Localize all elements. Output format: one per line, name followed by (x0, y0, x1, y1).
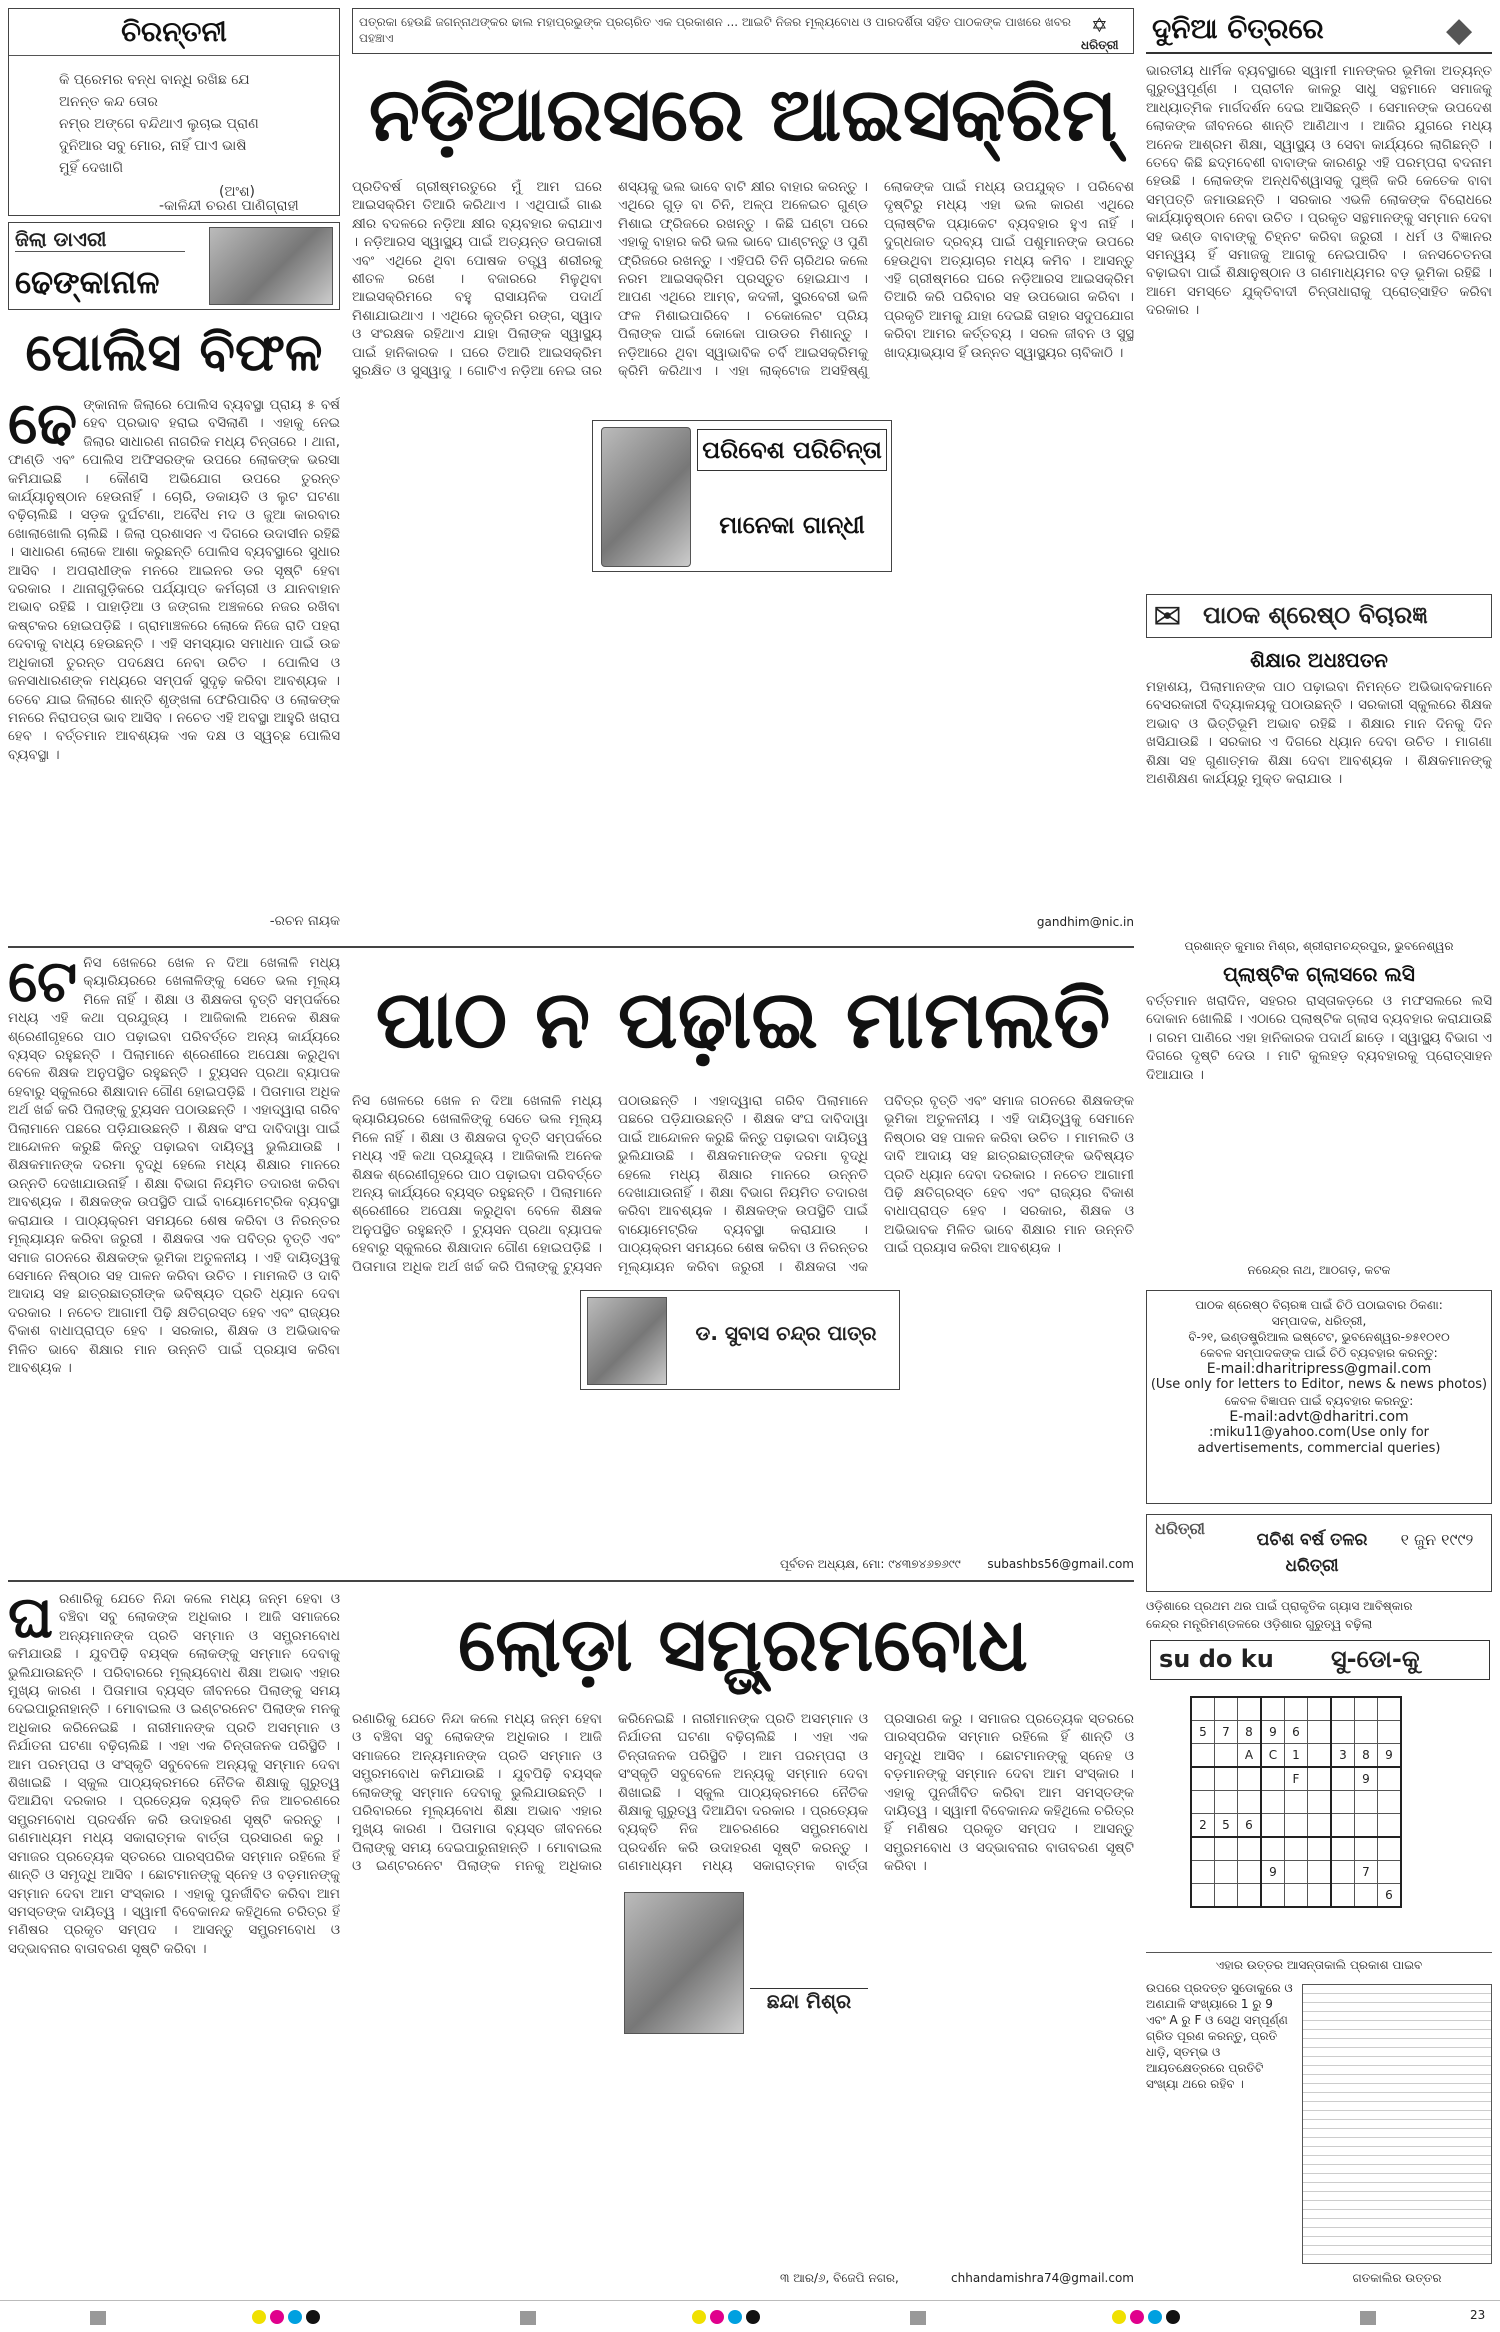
sudoku-cell[interactable] (1191, 1791, 1215, 1814)
sudoku-cell[interactable] (1261, 1837, 1285, 1861)
sudoku-row (1191, 1791, 1401, 1814)
district-name: ଢେଙ୍କାନାଳ (15, 263, 160, 301)
district-photo (209, 227, 333, 305)
article4-author-photo (624, 1892, 744, 2034)
column-box (592, 420, 892, 572)
sudoku-cell[interactable]: 6 (1238, 1814, 1262, 1838)
sudoku-cell[interactable] (1238, 1767, 1262, 1791)
poem-line: ମୁହିଁ ଦେଖାଗି (59, 160, 124, 176)
sudoku-cell[interactable]: 8 (1238, 1721, 1262, 1744)
contact-email3[interactable]: :miku11@yahoo.com(Use only for (1208, 1425, 1430, 1440)
sudoku-cell[interactable] (1215, 1884, 1238, 1908)
poem-author: -କାଳିନ୍ଦୀ ଚରଣ ପାଣିଗ୍ରାହୀ (159, 198, 299, 214)
sudoku-cell[interactable] (1355, 1884, 1378, 1908)
print-marks (0, 2300, 1500, 2330)
sudoku-cell[interactable] (1378, 1767, 1402, 1791)
sudoku-row (1191, 1884, 1401, 1908)
sudoku-cell[interactable] (1285, 1814, 1308, 1838)
sudoku-cell[interactable]: 7 (1355, 1861, 1378, 1884)
sudoku-answer-label: ଗତକାଲିର ଉତ୍ତର (1352, 2271, 1442, 2285)
top-strip-text: ପତ୍ରକା ହେଉଛି ଜଗନ୍ନାଥଙ୍କର ଢାଲ ମହାପ୍ରଭୁଙ୍କ ପ୍ରଚାରିତ ଏକ ପ୍ରକାଶନ ... ଆଇଟି ନିଜର ମୂଲ୍ୟବୋଧ ଓ ପାରଦର୍ଶିତା ସହିତ ପାଠକଙ୍କ ପାଖରେ ଖବର ପହଞ୍ଚାଏ (359, 15, 1071, 45)
sudoku-cell[interactable] (1308, 1697, 1332, 1721)
sudoku-title (1150, 1640, 1490, 1680)
poem-note: (ଅଂଶ) (219, 184, 255, 200)
sudoku-cell[interactable] (1308, 1791, 1332, 1814)
article2-headline: ନଡ଼ିଆରସରେ ଆଇସକ୍ରିମ୍ (368, 72, 1118, 158)
sudoku-cell[interactable]: 1 (1285, 1744, 1308, 1768)
sudoku-solution (1302, 1984, 1492, 2264)
article4-left-col (8, 1590, 340, 2280)
letter1-title: ଶିକ୍ଷାର ଅଧଃପତନ (1250, 648, 1388, 672)
sudoku-table[interactable] (1190, 1696, 1402, 1908)
letter2-sign: ନରେନ୍ଦ୍ର ନାଥ, ଆଠଗଡ଼, କଟକ (1247, 1263, 1391, 1277)
contact-box (1146, 1290, 1492, 1504)
sudoku-cell[interactable] (1355, 1791, 1378, 1814)
sudoku-cell[interactable] (1331, 1791, 1355, 1814)
sudoku-cell[interactable] (1261, 1884, 1285, 1908)
contact-line2: ସମ୍ପାଦକ, ଧରିତ୍ରୀ, (1271, 1314, 1367, 1328)
article4-body: ରଣାରିକୁ ଯେତେ ନିନ୍ଦା କଲେ ମଧ୍ୟ ଜନ୍ମ ହେବା ଓ ବଞ୍ଚିବା ସବୁ ଲୋକଙ୍କ ଅଧିକାର । ଆଜି ସମାଜରେ ଅନ୍ୟମାନଙ୍କ ପ୍ରତି ସମ୍ମାନ ଓ ସମ୍ଭ୍ରମବୋଧ କମିଯାଉଛି । ଯୁବପିଢ଼ି ବୟସ୍କ ଲୋକଙ୍କୁ ସମ୍ମାନ ଦେବାକୁ ଭୁଲିଯାଉଛନ୍ତି । ପରିବାରରେ ମୂଲ୍ୟବୋଧ ଶିକ୍ଷା ଅଭାବ ଏହାର ମୁଖ୍ୟ କାରଣ । ପିତାମାତା ବ୍ୟସ୍ତ ଜୀବନରେ ପିଲାଙ୍କୁ ସମୟ ଦେଇପାରୁନାହାନ୍ତି । ମୋବାଇଲ ଓ ଇଣ୍ଟରନେଟ ପିଲାଙ୍କ ମନକୁ ଅଧିକାର କରିନେଇଛି । ନାରୀମାନଙ୍କ ପ୍ରତି ଅସମ୍ମାନ ଓ ନିର୍ଯାତନା ଘଟଣା ବଢ଼ିଚାଲିଛି । ଏହା ଏକ ଚିନ୍ତାଜନକ ପରିସ୍ଥିତି । ଆମ ପରମ୍ପରା ଓ ସଂସ୍କୃତି ସବୁବେଳେ ଅନ୍ୟକୁ ସମ୍ମାନ ଦେବା ଶିଖାଇଛି । ସ୍କୁଲ ପାଠ୍ୟକ୍ରମରେ ନୈତିକ ଶିକ୍ଷାକୁ ଗୁରୁତ୍ୱ ଦିଆଯିବା ଦରକାର । ପ୍ରତ୍ୟେକ ବ୍ୟକ୍ତି ନିଜ ଆଚରଣରେ ସମ୍ଭ୍ରମବୋଧ ପ୍ରଦର୍ଶନ କରି ଉଦାହରଣ ସୃଷ୍ଟି କରନ୍ତୁ । ଗଣମାଧ୍ୟମ ମଧ୍ୟ ସକାରାତ୍ମକ ବାର୍ତ୍ତା ପ୍ରସାରଣ କରୁ । ସମାଜର ପ୍ରତ୍ୟେକ ସ୍ତରରେ ପାରସ୍ପରିକ ସମ୍ମାନ ରହିଲେ ହିଁ ଶାନ୍ତି ଓ ସମୃଦ୍ଧି ଆସିବ । ଛୋଟମାନଙ୍କୁ ସ୍ନେହ ଓ ବଡ଼ମାନଙ୍କୁ ସମ୍ମାନ ଦେବା ଆମ ସଂସ୍କାର । ଏହାକୁ ପୁନର୍ଜୀବିତ କରିବା ଆମ ସମସ୍ତଙ୍କ ଦାୟିତ୍ୱ । ସ୍ୱାମୀ ବିବେକାନନ୍ଦ କହିଥିଲେ ଚରିତ୍ର ହିଁ ମଣିଷର ପ୍ରକୃତ ସମ୍ପଦ । ଆସନ୍ତୁ ସମ୍ଭ୍ରମବୋଧ ଓ ସଦ୍ଭାବନାର ବାତାବରଣ ସୃଷ୍ଟି କରିବା । (8, 1591, 340, 1957)
sudoku-cell[interactable] (1308, 1744, 1332, 1768)
article3-body: ନିସ ଖେଳରେ ଖେଳ ନ ଦିଆ ଖେଳାଳି ମଧ୍ୟ କ୍ୟାରିୟରରେ ଖେଳାଳିଙ୍କୁ ସେତେ ଭଲ ମୂଲ୍ୟ ମିଳେ ନାହିଁ । ଶିକ୍ଷା ଓ ଶିକ୍ଷକତା ବୃତ୍ତି ସମ୍ପର୍କରେ ମଧ୍ୟ ଏହି କଥା ପ୍ରଯୁଜ୍ୟ । ଆଜିକାଲି ଅନେକ ଶିକ୍ଷକ ଶ୍ରେଣୀଗୃହରେ ପାଠ ପଢ଼ାଇବା ପରିବର୍ତ୍ତେ ଅନ୍ୟ କାର୍ଯ୍ୟରେ ବ୍ୟସ୍ତ ରହୁଛନ୍ତି । ପିଲାମାନେ ଶ୍ରେଣୀରେ ଅପେକ୍ଷା କରୁଥିବା ବେଳେ ଶିକ୍ଷକ ଅନୁପସ୍ଥିତ ରହୁଛନ୍ତି । ଟ୍ୟୁସନ ପ୍ରଥା ବ୍ୟାପକ ହେବାରୁ ସ୍କୁଲରେ ଶିକ୍ଷାଦାନ ଗୌଣ ହୋଇପଡ଼ିଛି । ପିତାମାତା ଅଧିକ ଅର୍ଥ ଖର୍ଚ୍ଚ କରି ପିଲାଙ୍କୁ ଟ୍ୟୁସନ ପଠାଉଛନ୍ତି । ଏହାଦ୍ୱାରା ଗରିବ ପିଲାମାନେ ପଛରେ ପଡ଼ିଯାଉଛନ୍ତି । ଶିକ୍ଷକ ସଂଘ ଦାବିଦାୱା ପାଇଁ ଆନ୍ଦୋଳନ କରୁଛି କିନ୍ତୁ ପଢ଼ାଇବା ଦାୟିତ୍ୱ ଭୁଲିଯାଉଛି । ଶିକ୍ଷକମାନଙ୍କ ଦରମା ବୃଦ୍ଧି ହେଲେ ମଧ୍ୟ ଶିକ୍ଷାର ମାନରେ ଉନ୍ନତି ଦେଖାଯାଉନାହିଁ । ଶିକ୍ଷା ବିଭାଗ ନିୟମିତ ତଦାରଖ କରିବା ଆବଶ୍ୟକ । ଶିକ୍ଷକଙ୍କ ଉପସ୍ଥିତି ପାଇଁ ବାୟୋମେଟ୍ରିକ ବ୍ୟବସ୍ଥା କରାଯାଉ । ପାଠ୍ୟକ୍ରମ ସମୟରେ ଶେଷ କରିବା ଓ ନିରନ୍ତର ମୂଲ୍ୟାୟନ କରିବା ଜରୁରୀ । ଶିକ୍ଷକତା ଏକ ପବିତ୍ର ବୃତ୍ତି ଏବଂ ସମାଜ ଗଠନରେ ଶିକ୍ଷକଙ୍କ ଭୂମିକା ଅତୁଳନୀୟ । ଏହି ଦାୟିତ୍ୱକୁ ସେମାନେ ନିଷ୍ଠାର ସହ ପାଳନ କରିବା ଉଚିତ । ମାମଲତି ଓ ଦାବି ଆଦାୟ ସହ ଛାତ୍ରଛାତ୍ରୀଙ୍କ ଭବିଷ୍ୟତ ପ୍ରତି ଧ୍ୟାନ ଦେବା ଦରକାର । ନଚେତ ଆଗାମୀ ପିଢ଼ି କ୍ଷତିଗ୍ରସ୍ତ ହେବ ଏବଂ ରାଜ୍ୟର ବିକାଶ ବାଧାପ୍ରାପ୍ତ ହେବ । ସରକାର, ଶିକ୍ଷକ ଓ ଅଭିଭାବକ ମିଳିତ ଭାବେ ଶିକ୍ଷାର ମାନ ଉନ୍ନତି ପାଇଁ ପ୍ରୟାସ କରିବା ଆବଶ୍ୟକ । (8, 955, 340, 1376)
article3-text: ନିସ ଖେଳରେ ଖେଳ ନ ଦିଆ ଖେଳାଳି ମଧ୍ୟ କ୍ୟାରିୟରରେ ଖେଳାଳିଙ୍କୁ ସେତେ ଭଲ ମୂଲ୍ୟ ମିଳେ ନାହିଁ । ଶିକ୍ଷା ଓ ଶିକ୍ଷକତା ବୃତ୍ତି ସମ୍ପର୍କରେ ମଧ୍ୟ ଏହି କଥା ପ୍ରଯୁଜ୍ୟ । ଆଜିକାଲି ଅନେକ ଶିକ୍ଷକ ଶ୍ରେଣୀଗୃହରେ ପାଠ ପଢ଼ାଇବା ପରିବର୍ତ୍ତେ ଅନ୍ୟ କାର୍ଯ୍ୟରେ ବ୍ୟସ୍ତ ରହୁଛନ୍ତି । ପିଲାମାନେ ଶ୍ରେଣୀରେ ଅପେକ୍ଷା କରୁଥିବା ବେଳେ ଶିକ୍ଷକ ଅନୁପସ୍ଥିତ ରହୁଛନ୍ତି । ଟ୍ୟୁସନ ପ୍ରଥା ବ୍ୟାପକ ହେବାରୁ ସ୍କୁଲରେ ଶିକ୍ଷାଦାନ ଗୌଣ ହୋଇପଡ଼ିଛି । ପିତାମାତା ଅଧିକ ଅର୍ଥ ଖର୍ଚ୍ଚ କରି ପିଲାଙ୍କୁ ଟ୍ୟୁସନ ପଠାଉଛନ୍ତି । ଏହାଦ୍ୱାରା ଗରିବ ପିଲାମାନେ ପଛରେ ପଡ଼ିଯାଉଛନ୍ତି । ଶିକ୍ଷକ ସଂଘ ଦାବିଦାୱା ପାଇଁ ଆନ୍ଦୋଳନ କରୁଛି କିନ୍ତୁ ପଢ଼ାଇବା ଦାୟିତ୍ୱ ଭୁଲିଯାଉଛି । ଶିକ୍ଷକମାନଙ୍କ ଦରମା ବୃଦ୍ଧି ହେଲେ ମଧ୍ୟ ଶିକ୍ଷାର ମାନରେ ଉନ୍ନତି ଦେଖାଯାଉନାହିଁ । ଶିକ୍ଷା ବିଭାଗ ନିୟମିତ ତଦାରଖ କରିବା ଆବଶ୍ୟକ । ଶିକ୍ଷକଙ୍କ ଉପସ୍ଥିତି ପାଇଁ ବାୟୋମେଟ୍ରିକ ବ୍ୟବସ୍ଥା କରାଯାଉ । ପାଠ୍ୟକ୍ରମ ସମୟରେ ଶେଷ କରିବା ଓ ନିରନ୍ତର ମୂଲ୍ୟାୟନ କରିବା ଜରୁରୀ । ଶିକ୍ଷକତା ଏକ ପବିତ୍ର ବୃତ୍ତି ଏବଂ ସମାଜ ଗଠନରେ ଶିକ୍ଷକଙ୍କ ଭୂମିକା ଅତୁଳନୀୟ । ଏହି ଦାୟିତ୍ୱକୁ ସେମାନେ ନିଷ୍ଠାର ସହ ପାଳନ କରିବା ଉଚିତ । ମାମଲତି ଓ ଦାବି ଆଦାୟ ସହ ଛାତ୍ରଛାତ୍ରୀଙ୍କ ଭବିଷ୍ୟତ ପ୍ରତି ଧ୍ୟାନ ଦେବା ଦରକାର । ନଚେତ ଆଗାମୀ ପିଢ଼ି କ୍ଷତିଗ୍ରସ୍ତ ହେବ ଏବଂ ରାଜ୍ୟର ବିକାଶ ବାଧାପ୍ରାପ୍ତ ହେବ । ସରକାର, ଶିକ୍ଷକ ଓ ଅଭିଭାବକ ମିଳିତ ଭାବେ ଶିକ୍ଷାର ମାନ ଉନ୍ନତି ପାଇଁ ପ୍ରୟାସ କରିବା ଆବଶ୍ୟକ । (352, 1093, 1134, 1275)
sudoku-cell[interactable] (1215, 1837, 1238, 1861)
article4-author: ଛନ୍ଦା ମିଶ୍ର (750, 1988, 868, 2013)
sudoku-cell[interactable] (1215, 1861, 1238, 1884)
sudoku-cell[interactable] (1331, 1767, 1355, 1791)
sudoku-cell[interactable]: 2 (1191, 1814, 1215, 1838)
sudoku-cell[interactable] (1308, 1767, 1332, 1791)
sudoku-cell[interactable] (1261, 1697, 1285, 1721)
sudoku-cell[interactable] (1238, 1791, 1262, 1814)
article3-author-box (580, 1290, 900, 1390)
author-photo (601, 427, 691, 567)
sudoku-cell[interactable] (1191, 1767, 1215, 1791)
sudoku-cell[interactable]: 5 (1191, 1721, 1215, 1744)
sudoku-cell[interactable] (1378, 1837, 1402, 1861)
sudoku-cell[interactable] (1355, 1721, 1378, 1744)
sudoku-cell[interactable] (1308, 1814, 1332, 1838)
sudoku-instructions: ଉପରେ ପ୍ରଦତ୍ତ ସୁଡୋକୁରେ ଓ ଅଣଯାଳି ସଂଖ୍ୟାରେ 1 ରୁ 9 ଏବଂ A ରୁ F ଓ ସେଥି ସମ୍ପୂର୍ଣ୍ଣ ଗ୍ରିଡ ପୂରଣ କରନ୍ତୁ, ପ୍ରତି ଧାଡ଼ି, ସ୍ତମ୍ଭ ଓ ଆୟତକ୍ଷେତ୍ରରେ ପ୍ରତିଟି ସଂଖ୍ୟା ଥରେ ରହିବ । (1146, 1981, 1293, 2091)
sudoku-cell[interactable] (1215, 1791, 1238, 1814)
contact-note2: advertisements, commercial queries) (1197, 1441, 1441, 1456)
article1-body-wrap (8, 396, 340, 908)
gray-block (1360, 2311, 1376, 2325)
letter2-body: ବର୍ତ୍ତମାନ ଖରାଦିନ, ସହରର ରାସ୍ତାକଡ଼ରେ ଓ ମଫସଲରେ ଲସି ଦୋକାନ ଖୋଲିଛି । ଏଠାରେ ପ୍ଲାଷ୍ଟିକ ଗ୍ଲାସ ବ୍ୟବହାର କରାଯାଉଛି । ଗରମ ପାଣିରେ ଏହା ହାନିକାରକ ପଦାର୍ଥ ଛାଡ଼େ । ସ୍ୱାସ୍ଥ୍ୟ ବିଭାଗ ଏ ଦିଗରେ ଦୃଷ୍ଟି ଦେଉ । ମାଟି କୁଲହଡ଼ ବ୍ୟବହାରକୁ ପ୍ରୋତ୍ସାହନ ଦିଆଯାଉ । (1146, 993, 1492, 1083)
contact-line4: କେବଳ ସମ୍ପାଦକଙ୍କ ପାଇଁ ଚିଠି ବ୍ୟବହାର କରନ୍ତୁ: (1200, 1346, 1438, 1360)
contact-email2[interactable]: E-mail:advt@dharitri.com (1229, 1409, 1409, 1425)
sudoku-cell[interactable]: 9 (1261, 1861, 1285, 1884)
article4-text: ରଣାରିକୁ ଯେତେ ନିନ୍ଦା କଲେ ମଧ୍ୟ ଜନ୍ମ ହେବା ଓ ବଞ୍ଚିବା ସବୁ ଲୋକଙ୍କ ଅଧିକାର । ଆଜି ସମାଜରେ ଅନ୍ୟମାନଙ୍କ ପ୍ରତି ସମ୍ମାନ ଓ ସମ୍ଭ୍ରମବୋଧ କମିଯାଉଛି । ଯୁବପିଢ଼ି ବୟସ୍କ ଲୋକଙ୍କୁ ସମ୍ମାନ ଦେବାକୁ ଭୁଲିଯାଉଛନ୍ତି । ପରିବାରରେ ମୂଲ୍ୟବୋଧ ଶିକ୍ଷା ଅଭାବ ଏହାର ମୁଖ୍ୟ କାରଣ । ପିତାମାତା ବ୍ୟସ୍ତ ଜୀବନରେ ପିଲାଙ୍କୁ ସମୟ ଦେଇପାରୁନାହାନ୍ତି । ମୋବାଇଲ ଓ ଇଣ୍ଟରନେଟ ପିଲାଙ୍କ ମନକୁ ଅଧିକାର କରିନେଇଛି । ନାରୀମାନଙ୍କ ପ୍ରତି ଅସମ୍ମାନ ଓ ନିର୍ଯାତନା ଘଟଣା ବଢ଼ିଚାଲିଛି । ଏହା ଏକ ଚିନ୍ତାଜନକ ପରିସ୍ଥିତି । ଆମ ପରମ୍ପରା ଓ ସଂସ୍କୃତି ସବୁବେଳେ ଅନ୍ୟକୁ ସମ୍ମାନ ଦେବା ଶିଖାଇଛି । ସ୍କୁଲ ପାଠ୍ୟକ୍ରମରେ ନୈତିକ ଶିକ୍ଷାକୁ ଗୁରୁତ୍ୱ ଦିଆଯିବା ଦରକାର । ପ୍ରତ୍ୟେକ ବ୍ୟକ୍ତି ନିଜ ଆଚରଣରେ ସମ୍ଭ୍ରମବୋଧ ପ୍ରଦର୍ଶନ କରି ଉଦାହରଣ ସୃଷ୍ଟି କରନ୍ତୁ । ଗଣମାଧ୍ୟମ ମଧ୍ୟ ସକାରାତ୍ମକ ବାର୍ତ୍ତା ପ୍ରସାରଣ କରୁ । ସମାଜର ପ୍ରତ୍ୟେକ ସ୍ତରରେ ପାରସ୍ପରିକ ସମ୍ମାନ ରହିଲେ ହିଁ ଶାନ୍ତି ଓ ସମୃଦ୍ଧି ଆସିବ । ଛୋଟମାନଙ୍କୁ ସ୍ନେହ ଓ ବଡ଼ମାନଙ୍କୁ ସମ୍ମାନ ଦେବା ଆମ ସଂସ୍କାର । ଏହାକୁ ପୁନର୍ଜୀବିତ କରିବା ଆମ ସମସ୍ତଙ୍କ ଦାୟିତ୍ୱ । ସ୍ୱାମୀ ବିବେକାନନ୍ଦ କହିଥିଲେ ଚରିତ୍ର ହିଁ ମଣିଷର ପ୍ରକୃତ ସମ୍ପଦ । ଆସନ୍ତୁ ସମ୍ଭ୍ରମବୋଧ ଓ ସଦ୍ଭାବନାର ବାତାବରଣ ସୃଷ୍ଟି କରିବା । (352, 1711, 1134, 1875)
color-registration (690, 2309, 762, 2328)
sudoku-cell[interactable] (1191, 1861, 1215, 1884)
article3-email[interactable]: subashbs56@gmail.com (987, 1557, 1134, 1571)
sudoku-cell[interactable] (1285, 1884, 1308, 1908)
sudoku-row (1191, 1837, 1401, 1861)
archive-box (1146, 1514, 1492, 1592)
sudoku-cell[interactable]: 9 (1355, 1767, 1378, 1791)
sudoku-cell[interactable] (1238, 1697, 1262, 1721)
sudoku-cell[interactable] (1215, 1744, 1238, 1768)
article2-author: ମାନେକା ଗାନ୍ଧୀ (719, 511, 865, 539)
readers-header (1146, 594, 1492, 638)
article3-left-col (8, 954, 340, 1566)
archive-date: ୧ ଜୁନ ୧୯୯୨ (1400, 1530, 1474, 1549)
district-diary (8, 222, 340, 310)
poem-line: ଦୁନିଆର ସବୁ ମୋର, ନାହିଁ ପାଏ ଭାଷି (59, 138, 247, 154)
sudoku-row (1191, 1697, 1401, 1721)
sudoku-cell[interactable] (1215, 1697, 1238, 1721)
gray-block (520, 2311, 536, 2325)
sudoku-cell[interactable] (1285, 1837, 1308, 1861)
gray-block (910, 2311, 926, 2325)
column-title: ପରିବେଶ ପରିଚିନ୍ତା (697, 429, 887, 471)
contact-email1[interactable]: E-mail:dharitripress@gmail.com (1206, 1361, 1432, 1377)
section-divider (8, 946, 1134, 948)
sudoku-cell[interactable]: 8 (1355, 1744, 1378, 1768)
sudoku-cell[interactable] (1261, 1791, 1285, 1814)
sudoku-row (1191, 1767, 1401, 1791)
sudoku-cell[interactable] (1308, 1884, 1332, 1908)
article4-address: ୩ ଆର/୬, ବିଜେପି ନଗର, (780, 2271, 899, 2285)
archive-item2: କେନ୍ଦ୍ର ମନ୍ତ୍ରିମଣ୍ଡଳରେ ଓଡ଼ିଶାର ଗୁରୁତ୍ୱ ବଢ଼ିଲା (1146, 1617, 1373, 1631)
sudoku-cell[interactable] (1238, 1884, 1262, 1908)
sudoku-cell[interactable] (1308, 1861, 1332, 1884)
sudoku-cell[interactable] (1191, 1744, 1215, 1768)
world-title: ଦୁନିଆ ଚିତ୍ରରେ (1152, 12, 1324, 45)
sudoku-cell[interactable] (1355, 1837, 1378, 1861)
article3-dropcap: ଟେ (8, 954, 78, 1015)
sudoku-cell[interactable] (1355, 1814, 1378, 1838)
sudoku-cell[interactable] (1378, 1721, 1402, 1744)
sudoku-cell[interactable]: 9 (1378, 1744, 1402, 1768)
article1-body: ଙ୍କାନାଳ ଜିଲାରେ ପୋଲିସ ବ୍ୟବସ୍ଥା ପ୍ରାୟ ୫ ବର୍ଷ ହେବ ପ୍ରଭାବ ହରାଇ ବସିଲାଣି । ଏହାକୁ ନେଇ ଜିଲାର ସାଧାରଣ ନାଗରିକ ମଧ୍ୟ ଚିନ୍ତାରେ । ଥାନା, ଫାଣ୍ଡି ଏବଂ ପୋଲିସ ଅଫିସରଙ୍କ ଉପରେ ଲୋକଙ୍କ ଭରସା କମିଯାଇଛି । କୌଣସି ଅଭିଯୋଗ ଉପରେ ତୁରନ୍ତ କାର୍ଯ୍ୟାନୁଷ୍ଠାନ ହେଉନାହିଁ । ଚୋରି, ଡକାୟତି ଓ ଲୁଟ ଘଟଣା ବଢ଼ିଚାଲିଛି । ସଡ଼କ ଦୁର୍ଘଟଣା, ଅବୈଧ ମଦ ଓ ଜୁଆ କାରବାର ଖୋଲାଖୋଲି ଚାଲିଛି । ଜିଲା ପ୍ରଶାସନ ଏ ଦିଗରେ ଉଦାସୀନ ରହିଛି । ସାଧାରଣ ଲୋକେ ଆଶା କରୁଛନ୍ତି ପୋଲିସ ବ୍ୟବସ୍ଥାରେ ସୁଧାର ଆସିବ । ଅପରାଧୀଙ୍କ ମନରେ ଆଇନର ଡର ସୃଷ୍ଟି ହେବା ଦରକାର । ଥାନାଗୁଡ଼ିକରେ ପର୍ଯ୍ୟାପ୍ତ କର୍ମଚାରୀ ଓ ଯାନବାହାନ ଅଭାବ ରହିଛି । ପାହାଡ଼ିଆ ଓ ଜଙ୍ଗଲ ଅଞ୍ଚଳରେ ନଜର ରଖିବା କଷ୍ଟକର ହୋଇପଡ଼ିଛି । ଗ୍ରାମାଞ୍ଚଳରେ ଲୋକେ ନିଜେ ରାତି ପହରା ଦେବାକୁ ବାଧ୍ୟ ହେଉଛନ୍ତି । ଏହି ସମସ୍ୟାର ସମାଧାନ ପାଇଁ ଉଚ୍ଚ ଅଧିକାରୀ ତୁରନ୍ତ ପଦକ୍ଷେପ ନେବା ଉଚିତ । ପୋଲିସ ଓ ଜନସାଧାରଣଙ୍କ ମଧ୍ୟରେ ସମ୍ପର୍କ ସୁଦୃଢ଼ କରିବା ଆବଶ୍ୟକ । ତେବେ ଯାଇ ଜିଲାରେ ଶାନ୍ତି ଶୃଙ୍ଖଳା ଫେରିପାରିବ ଓ ଲୋକଙ୍କ ମନରେ ନିରାପତ୍ତା ଭାବ ଆସିବ । ନଚେତ ଏହି ଅବସ୍ଥା ଆହୁରି ଖରାପ ହେବ । ବର୍ତ୍ତମାନ ଆବଶ୍ୟକ ଏକ ଦକ୍ଷ ଓ ସ୍ୱଚ୍ଛ ପୋଲିସ ବ୍ୟବସ୍ଥା । (8, 397, 340, 763)
contact-line1: ପାଠକ ଶ୍ରେଷ୍ଠ ବିଚାରଜ୍ଞ ପାଇଁ ଚିଠି ପଠାଇବାର ଠିକଣା: (1195, 1298, 1443, 1312)
article3-author: ଡ. ସୁବାସ ଚନ୍ଦ୍ର ପାତ୍ର (695, 1321, 877, 1345)
page-number: 23 (1470, 2308, 1486, 2322)
article4-author-box (620, 1888, 870, 2038)
sudoku-cell[interactable] (1331, 1884, 1355, 1908)
sudoku-row (1191, 1744, 1401, 1768)
sudoku-title-or: ସୁ-ଡୋ-କୁ (1331, 1645, 1420, 1673)
article1-headline: ପୋଲିସ ବିଫଳ (25, 323, 323, 383)
sudoku-title-en: su do ku (1159, 1645, 1274, 1673)
article1-dropcap: ଢେ (8, 396, 78, 457)
sudoku-cell[interactable] (1308, 1721, 1332, 1744)
readers-title: ପାଠକ ଶ୍ରେଷ୍ଠ ବିଚାରଜ୍ଞ (1203, 601, 1428, 629)
sudoku-cell[interactable] (1378, 1697, 1402, 1721)
color-registration (250, 2309, 322, 2328)
poem-line: କି ପ୍ରେମର ବନ୍ଧ ବାନ୍ଧି ରଖିଛ ଯେ (59, 72, 250, 88)
archive-logo: ଧରିତ୍ରୀ (1155, 1519, 1205, 1538)
sudoku-cell[interactable] (1215, 1767, 1238, 1791)
article2-text: ପ୍ରତିବର୍ଷ ଗ୍ରୀଷ୍ମରତୁରେ ମୁଁ ଆମ ଘରେ ଆଇସକ୍ରିମ ତିଆରି କରିଥାଏ । ଏଥିପାଇଁ ଗାଈ କ୍ଷୀର ବଦଳରେ ନଡ଼ିଆ କ୍ଷୀର ବ୍ୟବହାର କରାଯାଏ । ନଡ଼ିଆରସ ସ୍ୱାସ୍ଥ୍ୟ ପାଇଁ ଅତ୍ୟନ୍ତ ଉପକାରୀ ଏବଂ ଏଥିରେ ଥିବା ପୋଷକ ତତ୍ତ୍ୱ ଶରୀରକୁ ଶୀତଳ ରଖେ । ବଜାରରେ ମିଳୁଥିବା ଆଇସକ୍ରିମରେ ବହୁ ରାସାୟନିକ ପଦାର୍ଥ ମିଶାଯାଇଥାଏ । ଏଥିରେ କୃତ୍ରିମ ରଙ୍ଗ, ସ୍ୱାଦ ଓ ସଂରକ୍ଷକ ରହିଥାଏ ଯାହା ପିଲାଙ୍କ ସ୍ୱାସ୍ଥ୍ୟ ପାଇଁ ହାନିକାରକ । ଘରେ ତିଆରି ଆଇସକ୍ରିମ ସୁରକ୍ଷିତ ଓ ସୁସ୍ୱାଦୁ । ଗୋଟିଏ ନଡ଼ିଆ ନେଇ ତାର ଶସ୍ୟକୁ ଭଲ ଭାବେ ବାଟି କ୍ଷୀର ବାହାର କରନ୍ତୁ । ଏଥିରେ ଗୁଡ଼ ବା ଚିନି, ଅଳ୍ପ ଅଳେଇଚ ଗୁଣ୍ଡ ମିଶାଇ ଫ୍ରିଜରେ ରଖନ୍ତୁ । କିଛି ଘଣ୍ଟା ପରେ ଏହାକୁ ବାହାର କରି ଭଲ ଭାବେ ଘାଣ୍ଟନ୍ତୁ ଓ ପୁଣି ଫ୍ରିଜରେ ରଖନ୍ତୁ । ଏହିପରି ତିନି ଚାରିଥର କଲେ ନରମ ଆଇସକ୍ରିମ ପ୍ରସ୍ତୁତ ହୋଇଯାଏ । ଆପଣ ଏଥିରେ ଆମ୍ବ, କଦଳୀ, ସ୍ଟ୍ରବେରୀ ଭଳି ଫଳ ମିଶାଇପାରିବେ । ଚକୋଲେଟ ପ୍ରିୟ ପିଲାଙ୍କ ପାଇଁ କୋକୋ ପାଉଡର ମିଶାନ୍ତୁ । ନଡ଼ିଆରେ ଥିବା ସ୍ୱାଭାବିକ ଚର୍ବି ଆଇସକ୍ରିମକୁ କ୍ରିମି କରିଥାଏ । ଏହା ଲାକ୍ଟୋଜ ଅସହିଷ୍ଣୁ ଲୋକଙ୍କ ପାଇଁ ମଧ୍ୟ ଉପଯୁକ୍ତ । ପରିବେଶ ଦୃଷ୍ଟିରୁ ମଧ୍ୟ ଏହା ଭଲ କାରଣ ଏଥିରେ ପ୍ଲାଷ୍ଟିକ ପ୍ୟାକେଟ ବ୍ୟବହାର ହୁଏ ନାହିଁ । ଦୁଗ୍ଧଜାତ ଦ୍ରବ୍ୟ ପାଇଁ ପଶୁମାନଙ୍କ ଉପରେ ହେଉଥିବା ଅତ୍ୟାଚାର ମଧ୍ୟ କମିବ । ଆସନ୍ତୁ ଏହି ଗ୍ରୀଷ୍ମରେ ଘରେ ନଡ଼ିଆରସ ଆଇସକ୍ରିମ ତିଆରି କରି ପରିବାର ସହ ଉପଭୋଗ କରିବା । ପ୍ରକୃତି ଆମକୁ ଯାହା ଦେଇଛି ତାହାର ସଦୁପଯୋଗ କରିବା ଆମର କର୍ତ୍ତବ୍ୟ । ସରଳ ଜୀବନ ଓ ସୁସ୍ଥ ଖାଦ୍ୟାଭ୍ୟାସ ହିଁ ଉନ୍ନତ ସ୍ୱାସ୍ଥ୍ୟର ଚାବିକାଠି । (352, 179, 1134, 380)
star-icon: ✡ (1091, 13, 1108, 37)
sudoku-row (1191, 1861, 1401, 1884)
sudoku-cell[interactable] (1285, 1861, 1308, 1884)
article4-headline: ଲୋଡ଼ା ସମ୍ଭ୍ରମବୋଧ (458, 1602, 1028, 1688)
sudoku-cell[interactable]: 7 (1215, 1721, 1238, 1744)
sudoku-grid[interactable] (1190, 1696, 1402, 1908)
sudoku-cell[interactable] (1191, 1697, 1215, 1721)
letter2-title: ପ୍ଲାଷ୍ଟିକ ଗ୍ଲାସରେ ଲସି (1223, 962, 1415, 986)
sudoku-cell[interactable]: 5 (1215, 1814, 1238, 1838)
article3-author-photo (587, 1297, 667, 1385)
color-registration (1110, 2309, 1182, 2328)
poem-line: ନମ୍ର ଅଙ୍ଗେ ବନ୍ଦିଥାଏ ଲୁଚାଇ ପ୍ରାଣ (59, 116, 259, 132)
article4-email[interactable]: chhandamishra74@gmail.com (951, 2271, 1134, 2285)
sudoku-cell[interactable] (1378, 1814, 1402, 1838)
poem-box (8, 8, 340, 216)
sudoku-cell[interactable]: 9 (1261, 1721, 1285, 1744)
contact-line5: କେବଳ ବିଜ୍ଞାପନ ପାଇଁ ବ୍ୟବହାର କରନ୍ତୁ: (1224, 1394, 1414, 1408)
poem-lines (59, 69, 329, 179)
world-body (1146, 62, 1492, 586)
world-text: ଭାରତୀୟ ଧାର୍ମିକ ବ୍ୟବସ୍ଥାରେ ସ୍ୱାମୀ ମାନଙ୍କର ଭୂମିକା ଅତ୍ୟନ୍ତ ଗୁରୁତ୍ୱପୂର୍ଣ୍ଣ । ପ୍ରାଚୀନ କାଳରୁ ସାଧୁ ସନ୍ଥମାନେ ସମାଜକୁ ଆଧ୍ୟାତ୍ମିକ ମାର୍ଗଦର୍ଶନ ଦେଇ ଆସିଛନ୍ତି । ସେମାନଙ୍କ ଉପଦେଶ ଲୋକଙ୍କ ଜୀବନରେ ଶାନ୍ତି ଆଣିଥାଏ । ଆଜିର ଯୁଗରେ ମଧ୍ୟ ଅନେକ ଆଶ୍ରମ ଶିକ୍ଷା, ସ୍ୱାସ୍ଥ୍ୟ ଓ ସେବା କାର୍ଯ୍ୟରେ ଲାଗିଛନ୍ତି । ତେବେ କିଛି ଛଦ୍ମବେଶୀ ବାବାଙ୍କ କାରଣରୁ ଏହି ପରମ୍ପରା ବଦନାମ ହେଉଛି । ଲୋକଙ୍କ ଅନ୍ଧବିଶ୍ୱାସକୁ ପୁଞ୍ଜି କରି କେତେକ ବାବା ସମ୍ପତ୍ତି ଜମାଉଛନ୍ତି । ସରକାର ଏଭଳି ଲୋକଙ୍କ ବିରୋଧରେ କାର୍ଯ୍ୟାନୁଷ୍ଠାନ ନେବା ଉଚିତ । ପ୍ରକୃତ ସନ୍ଥମାନଙ୍କୁ ସମ୍ମାନ ଦେବା ସହ ଭଣ୍ଡ ବାବାଙ୍କୁ ଚିହ୍ନଟ କରିବା ଜରୁରୀ । ଧର୍ମ ଓ ବିଜ୍ଞାନର ସମନ୍ୱୟ ହିଁ ସମାଜକୁ ଆଗକୁ ନେଇପାରିବ । ଜନସଚେତନତା ବଢ଼ାଇବା ପାଇଁ ଶିକ୍ଷାନୁଷ୍ଠାନ ଓ ଗଣମାଧ୍ୟମର ବଡ଼ ଭୂମିକା ରହିଛି । ଆମେ ସମସ୍ତେ ଯୁକ୍ତିବାଦୀ ଚିନ୍ତାଧାରାକୁ ପ୍ରୋତ୍ସାହିତ କରିବା ଦରକାର । (1146, 63, 1492, 319)
sudoku-cell[interactable] (1191, 1884, 1215, 1908)
top-strip (352, 8, 1134, 54)
envelope-icon: ✉ (1153, 597, 1182, 637)
article3-address: ପୂର୍ବତନ ଅଧ୍ୟକ୍ଷ, ମୋ: ୯୪୩୭୪୬୭୬୯୯ (780, 1557, 961, 1571)
sudoku-cell[interactable]: C (1261, 1744, 1285, 1768)
poem-line: ଅନନ୍ତ କନ୍ଦ ତୋର (59, 94, 158, 110)
gray-block (90, 2311, 106, 2325)
sudoku-cell[interactable] (1331, 1837, 1355, 1861)
sudoku-cell[interactable] (1261, 1814, 1285, 1838)
letter1-body: ମହାଶୟ, ପିଲାମାନଙ୍କ ପାଠ ପଢ଼ାଇବା ନିମନ୍ତେ ଅଭିଭାବକମାନେ ବେସରକାରୀ ବିଦ୍ୟାଳୟକୁ ପଠାଉଛନ୍ତି । ସରକାରୀ ସ୍କୁଲରେ ଶିକ୍ଷକ ଅଭାବ ଓ ଭିତ୍ତିଭୂମି ଅଭାବ ରହିଛି । ଶିକ୍ଷାର ମାନ ଦିନକୁ ଦିନ ଖସିଯାଉଛି । ସରକାର ଏ ଦିଗରେ ଧ୍ୟାନ ଦେବା ଉଚିତ । ମାଗଣା ଶିକ୍ଷା ସହ ଗୁଣାତ୍ମକ ଶିକ୍ଷା ଦେବା ଆବଶ୍ୟକ । ଶିକ୍ଷକମାନଙ୍କୁ ଅଣଶିକ୍ଷଣ କାର୍ଯ୍ୟରୁ ମୁକ୍ତ କରାଯାଉ । (1146, 679, 1492, 788)
article2-email[interactable]: gandhim@nic.in (1036, 915, 1134, 929)
sudoku-row (1191, 1721, 1401, 1744)
sudoku-cell[interactable] (1238, 1861, 1262, 1884)
top-strip-logo: ଧରିତ୍ରୀ (1081, 38, 1119, 52)
sudoku-row (1191, 1814, 1401, 1838)
sudoku-cell[interactable] (1331, 1861, 1355, 1884)
sudoku-cell[interactable] (1331, 1721, 1355, 1744)
sudoku-cell[interactable] (1355, 1697, 1378, 1721)
sudoku-cell[interactable] (1378, 1791, 1402, 1814)
district-label: ଜିଲା ଡାଏରୀ (15, 227, 185, 252)
sudoku-cell[interactable] (1308, 1837, 1332, 1861)
poem-title: ଚିରନ୍ତନୀ (9, 15, 339, 56)
sudoku-cell[interactable]: 3 (1331, 1744, 1355, 1768)
sudoku-cell[interactable]: 6 (1285, 1721, 1308, 1744)
sudoku-cell[interactable]: A (1238, 1744, 1262, 1768)
sudoku-cell[interactable] (1331, 1814, 1355, 1838)
sudoku-footer: ଏହାର ଉତ୍ତର ଆସନ୍ତାକାଲି ପ୍ରକାଶ ପାଇବ (1146, 1952, 1492, 1973)
sudoku-cell[interactable]: 6 (1378, 1884, 1402, 1908)
contact-line3: ବି-୨୧, ଇଣ୍ଡଷ୍ଟ୍ରିଆଲ ଇଷ୍ଟେଟ, ଭୁବନେଶ୍ୱର-୭୫୧୦୧୦ (1188, 1330, 1450, 1344)
sudoku-cell[interactable]: F (1285, 1767, 1308, 1791)
sudoku-cell[interactable] (1191, 1837, 1215, 1861)
sudoku-cell[interactable] (1285, 1791, 1308, 1814)
sudoku-cell[interactable] (1378, 1861, 1402, 1884)
sudoku-cell[interactable] (1331, 1697, 1355, 1721)
section-divider-2 (8, 1580, 1134, 1582)
sudoku-cell[interactable] (1261, 1767, 1285, 1791)
sudoku-cell[interactable] (1285, 1697, 1308, 1721)
sudoku-cell[interactable] (1238, 1837, 1262, 1861)
india-map-icon: ◆ (1446, 10, 1473, 50)
contact-note1: (Use only for letters to Editor, news & news photos) (1150, 1377, 1488, 1392)
archive-item1: ଓଡ଼ିଶାରେ ପ୍ରଥମ ଥର ପାଇଁ ପ୍ରାକୃତିକ ଗ୍ୟାସ ଆବିଷ୍କାର (1146, 1599, 1413, 1613)
letter1-sign: ପ୍ରଶାନ୍ତ କୁମାର ମିଶ୍ର, ଶ୍ରୀରାମଚନ୍ଦ୍ରପୁର, ଭୁବନେଶ୍ୱର (1184, 939, 1454, 953)
article1-author: -ରଚନ ନାୟକ (269, 913, 340, 929)
article4-dropcap: ଘ (8, 1590, 53, 1651)
world-header (1146, 8, 1492, 54)
archive-title: ପଚିଶ ବର୍ଷ ତଳର ଧରିତ୍ରୀ (1256, 1530, 1368, 1576)
article3-headline: ପାଠ ନ ପଢ଼ାଇ ମାମଲତି (375, 973, 1111, 1066)
